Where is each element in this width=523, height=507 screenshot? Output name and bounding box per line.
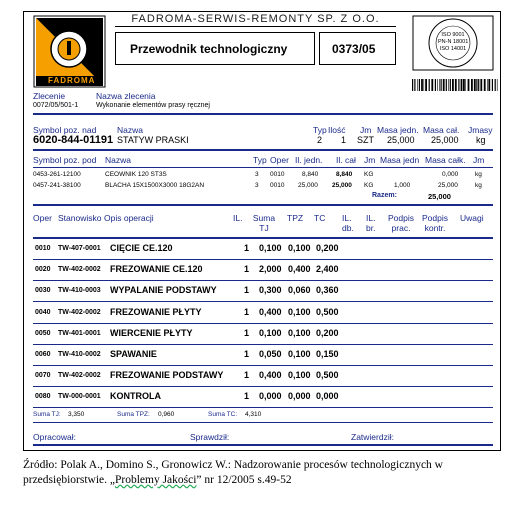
op-station: TW-402-0002 <box>58 266 101 274</box>
sum-tj-label: Suma TJ: <box>33 411 61 418</box>
barcode-bar <box>495 79 496 91</box>
mat-unit: KG <box>364 171 374 178</box>
barcode-bar <box>425 79 427 91</box>
op-tc: 0,000 <box>316 391 339 402</box>
op-tc: 0,150 <box>316 349 339 359</box>
op-number: 0060 <box>35 351 51 358</box>
item-symbol-label: Symbol poz. nad <box>33 125 97 135</box>
op-tc: 0,500 <box>316 306 339 317</box>
op-header-db: IL. db. <box>342 213 354 233</box>
op-sum-tj: 0,400 <box>259 306 282 317</box>
op-number: 0080 <box>35 393 51 401</box>
barcode-bar <box>417 79 418 91</box>
barcode-bar <box>463 79 465 91</box>
mat-unit-qty: 8,840 <box>302 171 319 178</box>
op-qty: 1 <box>244 264 250 275</box>
barcode-bar <box>497 79 498 91</box>
barcode-bar <box>474 79 476 91</box>
logo-text: FADROMA <box>48 76 96 85</box>
mat-header-oper: Oper <box>270 155 289 165</box>
fadroma-logo <box>33 15 106 88</box>
op-tpz: 0,000 <box>288 391 311 402</box>
operation-row <box>33 323 493 345</box>
op-header-tc: TC <box>314 213 326 223</box>
divider <box>33 149 493 151</box>
op-qty: 1 <box>244 391 250 402</box>
barcode-bar <box>455 79 457 91</box>
op-description: CIĘCIE CE.120 <box>110 243 173 253</box>
barcode-bar <box>487 79 488 91</box>
barcode-bar <box>478 79 479 91</box>
materials-total: 25,000 <box>428 192 451 201</box>
op-tpz: 0,060 <box>288 285 311 296</box>
op-description: FREZOWANIE PŁYTY <box>110 306 202 317</box>
op-sum-tj: 0,300 <box>259 285 282 296</box>
op-sum-tj: 0,050 <box>259 349 282 359</box>
mat-type: 3 <box>255 171 259 178</box>
doc-number-box <box>319 32 396 65</box>
order-name-label: Nazwa zlecenia <box>96 91 156 101</box>
mat-name: BLACHA 15X1500X3000 18G2AN <box>105 182 205 189</box>
barcode-bar <box>424 79 425 91</box>
materials-total-label: Razem: <box>372 192 397 199</box>
operation-row <box>33 302 493 324</box>
barcode-bar <box>484 79 486 91</box>
op-sum-tj: 2,000 <box>259 264 282 275</box>
item-qty-label: Ilość <box>328 125 346 135</box>
cert-line-1: ISO 9001 <box>441 32 465 38</box>
mat-header-total-mass: Masa całk. <box>425 155 466 165</box>
op-sum-tj: 0,000 <box>259 391 282 402</box>
doc-title-box <box>115 32 315 65</box>
op-description: WYPALANIE PODSTAWY <box>110 285 217 296</box>
mat-header-type: Typ <box>253 155 267 165</box>
op-qty: 1 <box>244 243 250 253</box>
op-qty: 1 <box>244 349 250 359</box>
mat-header-total-qty: Il. cał <box>336 155 356 165</box>
op-tpz: 0,100 <box>288 370 311 381</box>
op-number: 0020 <box>35 266 51 274</box>
op-qty: 1 <box>244 370 250 381</box>
mat-header-unit-mass: Masa jedn <box>380 155 420 165</box>
operation-row <box>33 238 493 260</box>
op-station: TW-410-0003 <box>58 287 101 295</box>
doc-number: 0373/05 <box>332 42 376 56</box>
mat-type: 3 <box>255 182 259 189</box>
divider <box>33 113 493 115</box>
mat-unit-mass: 1,000 <box>394 182 411 189</box>
mat-total-mass: 0,000 <box>442 171 459 178</box>
item-name: STATYW PRASKI <box>117 135 189 145</box>
op-number: 0030 <box>35 287 51 295</box>
op-header-station: Stanowisko <box>58 213 102 223</box>
operation-row <box>33 386 493 408</box>
checked-by-label: Sprawdził: <box>190 432 230 442</box>
barcode-bar <box>443 79 445 91</box>
item-unit-mass-label: Masa jedn. <box>377 125 419 135</box>
item-type: 2 <box>317 135 323 145</box>
mat-total-mass: 25,000 <box>438 182 458 189</box>
mat-name: CEOWNIK 120 ST3S <box>105 171 167 178</box>
caption-line-2-end: ” nr 12/2005 s.49-52 <box>196 474 292 486</box>
divider <box>33 444 493 446</box>
operation-row <box>33 280 493 302</box>
op-header-desc: Opis operacji <box>104 213 154 223</box>
approved-by-label: Zatwierdził: <box>351 432 394 442</box>
barcode-bar <box>441 79 442 91</box>
cert-line-3: ISO 14001 <box>439 46 467 52</box>
barcode-bar <box>465 79 466 91</box>
op-header-oper: Oper <box>33 213 52 223</box>
barcode-bar <box>458 79 459 91</box>
op-description: FREZOWANIE CE.120 <box>110 264 203 275</box>
divider <box>33 167 493 168</box>
operation-row <box>33 344 493 366</box>
mat-header-unit: Jm <box>364 155 376 165</box>
barcode-bar <box>431 79 433 91</box>
op-qty: 1 <box>244 306 250 317</box>
mat-header-symbol: Symbol poz. pod <box>33 155 97 165</box>
sum-tj: 3,350 <box>68 411 85 418</box>
op-station: TW-402-0002 <box>58 372 101 380</box>
item-unit-mass: 25,000 <box>387 135 415 145</box>
op-station: TW-402-0002 <box>58 308 101 316</box>
barcode-bar <box>414 79 415 91</box>
barcode-bar <box>435 79 436 91</box>
op-header-qty: IL. <box>233 213 243 223</box>
op-station: TW-000-0001 <box>58 393 101 401</box>
barcode-bar <box>437 79 438 91</box>
item-total-mass: 25,000 <box>431 135 459 145</box>
mat-total-qty: 8,840 <box>336 171 353 178</box>
order-label: Zlecenie <box>33 91 66 101</box>
op-number: 0050 <box>35 329 51 337</box>
item-unit-label: Jm <box>360 125 372 135</box>
divider <box>33 422 493 423</box>
item-mass-unit-label: Jmasy <box>468 125 493 135</box>
barcode-bar <box>446 79 447 91</box>
barcode-bar <box>452 79 454 91</box>
op-header-sum-tj: Suma TJ <box>252 213 276 233</box>
op-tpz: 0,100 <box>288 306 311 317</box>
mat-unit-qty: 25,000 <box>298 182 318 189</box>
barcode-bar <box>429 79 430 91</box>
op-qty: 1 <box>244 285 250 296</box>
sum-tpz-label: Suma TPZ: <box>117 411 150 418</box>
op-sum-tj: 0,100 <box>259 327 282 338</box>
order-number: 0072/05/501-1 <box>33 102 79 109</box>
item-name-label: Nazwa <box>117 125 143 135</box>
mat-header-name: Nazwa <box>105 155 131 165</box>
op-qty: 1 <box>244 327 250 338</box>
op-number: 0040 <box>35 308 51 316</box>
item-total-mass-label: Masa cał. <box>423 125 460 135</box>
op-tc: 0,500 <box>316 370 339 381</box>
barcode-bar <box>492 79 493 91</box>
item-type-label: Typ <box>313 125 327 135</box>
op-description: WIERCENIE PŁYTY <box>110 327 193 338</box>
op-station: TW-407-0001 <box>58 245 101 252</box>
op-station: TW-401-0001 <box>58 329 101 337</box>
barcode-bar <box>412 79 413 91</box>
op-station: TW-410-0002 <box>58 351 101 358</box>
item-qty: 1 <box>341 135 347 145</box>
op-description: SPAWANIE <box>110 349 157 359</box>
document-frame <box>23 11 501 451</box>
op-header-br: IL. br. <box>366 213 376 233</box>
op-description: FREZOWANIE PODSTAWY <box>110 370 224 381</box>
barcode-bar <box>439 79 440 91</box>
mat-header-unit-qty: Il. jedn. <box>295 155 323 165</box>
op-tc: 2,400 <box>316 264 339 275</box>
item-unit: SZT <box>357 135 374 145</box>
op-tc: 0,200 <box>316 243 339 253</box>
mat-mass-unit: kg <box>475 182 482 189</box>
barcode-bar <box>448 79 449 91</box>
op-tpz: 0,100 <box>288 327 311 338</box>
mat-mass-unit: kg <box>475 171 482 178</box>
doc-title: Przewodnik technologiczny <box>130 42 288 56</box>
op-header-sign-control: Podpis kontr. <box>422 213 448 233</box>
mat-header-mass-unit: Jm <box>473 155 485 165</box>
op-tc: 0,360 <box>316 285 339 296</box>
op-sum-tj: 0,400 <box>259 370 282 381</box>
mat-oper: 0010 <box>270 171 285 178</box>
sum-tpz: 0,960 <box>158 411 175 418</box>
source-caption <box>23 458 503 488</box>
op-tc: 0,200 <box>316 327 339 338</box>
barcode-bar <box>450 79 451 91</box>
certification-badge <box>412 15 494 71</box>
op-description: KONTROLA <box>110 391 161 402</box>
op-header-notes: Uwagi <box>460 213 484 223</box>
caption-line-1: Źródło: Polak A., Domino S., Gronowicz W.: Nadzorowanie procesów technologicznych w <box>23 459 443 471</box>
barcode <box>412 78 498 90</box>
operation-row <box>33 365 493 387</box>
mat-oper: 0010 <box>270 182 285 189</box>
operation-row <box>33 259 493 281</box>
barcode-bar <box>461 79 463 91</box>
cert-line-2: PN-N 18001 <box>438 39 469 45</box>
caption-journal-link: Problemy Jakości <box>114 474 197 486</box>
op-tpz: 0,400 <box>288 264 311 275</box>
barcode-bar <box>419 79 420 91</box>
mat-symbol: 0453-261-12100 <box>33 171 81 178</box>
mat-total-qty: 25,000 <box>332 182 352 189</box>
op-number: 0070 <box>35 372 51 380</box>
barcode-bar <box>476 79 477 91</box>
barcode-bar <box>488 79 490 91</box>
op-tpz: 0,100 <box>288 243 311 253</box>
mat-symbol: 0457-241-38100 <box>33 182 81 189</box>
mat-unit: KG <box>364 182 374 189</box>
item-symbol: 6020-844-01191 <box>33 134 114 146</box>
order-name: Wykonanie elementów prasy ręcznej <box>96 102 210 109</box>
op-tpz: 0,100 <box>288 349 311 359</box>
op-header-sign-worker: Podpis prac. <box>388 213 414 233</box>
barcode-bar <box>471 79 473 91</box>
caption-line-2-start: przedsiębiorstwie. „ <box>23 474 115 486</box>
op-number: 0010 <box>35 245 51 252</box>
sum-tc: 4,310 <box>245 411 262 418</box>
caption-line-2 <box>23 473 503 488</box>
divider <box>33 204 493 206</box>
company-name: FADROMA-SERWIS-REMONTY SP. Z O.O. <box>115 12 396 27</box>
item-mass-unit: kg <box>476 135 486 145</box>
sum-tc-label: Suma TC: <box>208 411 238 418</box>
barcode-bar <box>421 79 423 91</box>
prepared-by-label: Opracował: <box>33 432 76 442</box>
barcode-bar <box>480 79 482 91</box>
barcode-bar <box>468 79 470 91</box>
op-header-tpz: TPZ <box>287 213 304 223</box>
op-sum-tj: 0,100 <box>259 243 282 253</box>
